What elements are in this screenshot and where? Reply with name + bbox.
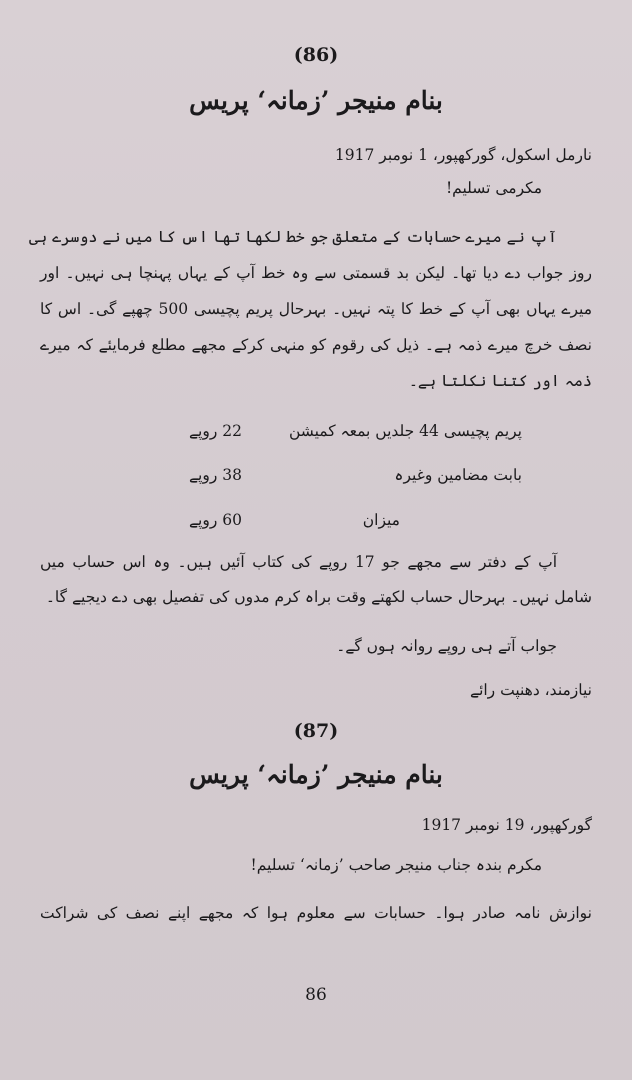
body-line: ذمہ اور کتنا نکلتا ہے۔ bbox=[408, 372, 592, 390]
ledger-item: بابت مضامین وغیرہ bbox=[394, 466, 522, 484]
salutation: مکرم بندہ جناب منیجر صاحب ’زمانہ‘ تسلیم! bbox=[250, 856, 542, 874]
place-date: گورکھپور، 19 نومبر 1917 bbox=[421, 816, 592, 834]
closing-line: جواب آتے ہی روپے روانہ ہوں گے۔ bbox=[336, 637, 557, 655]
ledger-amount: 22 روپے bbox=[188, 422, 242, 440]
body-line: نوازش نامہ صادر ہوا۔ حسابات سے معلوم ہوا کہ مجھے اپنے نصف کی شراکت bbox=[40, 904, 592, 922]
letter-title: بنام منیجر ’زمانہ‘ پریس bbox=[189, 760, 443, 789]
letter-title: بنام منیجر ’زمانہ‘ پریس bbox=[189, 86, 443, 115]
letter-number: (87) bbox=[293, 720, 339, 742]
ledger-amount: 38 روپے bbox=[188, 466, 242, 484]
body-line: روز جواب دے دیا تھا۔ لیکن بد قسمتی سے وہ خط آپ کے یہاں پہنچا ہی نہیں۔ اور bbox=[40, 264, 592, 282]
ledger-total-amount: 60 روپے bbox=[188, 511, 242, 529]
ledger-item: پریم پچیسی 44 جلدیں بمعہ کمیشن bbox=[288, 422, 522, 440]
body-line: آپ نے میرے حسابات کے متعلق جو خط لکھا تھا اس کا میں نے دوسرے ہی bbox=[28, 228, 557, 246]
body-line: آپ کے دفتر سے مجھے جو 17 روپے کی کتاب آئیں ہیں۔ وہ اس حساب میں bbox=[40, 553, 558, 571]
ledger-total-label: میزان bbox=[362, 511, 400, 529]
body-line: شامل نہیں۔ بہرحال حساب لکھتے وقت براہ کرم مدوں کی تفصیل بھی دے دیجیے گا۔ bbox=[45, 588, 592, 606]
page-number: 86 bbox=[305, 985, 327, 1005]
signature: نیازمند، دھنپت رائے bbox=[469, 681, 592, 699]
body-line: نصف خرچ میرے ذمہ ہے۔ ذیل کی رقوم کو منہی کرکے مجھے مطلع فرمایئے کہ میرے bbox=[40, 336, 592, 354]
body-line: میرے یہاں بھی آپ کے خط کا پتہ نہیں۔ بہرحال پریم پچیسی 500 چھپے گی۔ اس کا bbox=[40, 300, 593, 318]
place-date: نارمل اسکول، گورکھپور، 1 نومبر 1917 bbox=[334, 146, 592, 164]
letter-number: (86) bbox=[293, 44, 339, 66]
salutation: مکرمی تسلیم! bbox=[445, 179, 542, 197]
